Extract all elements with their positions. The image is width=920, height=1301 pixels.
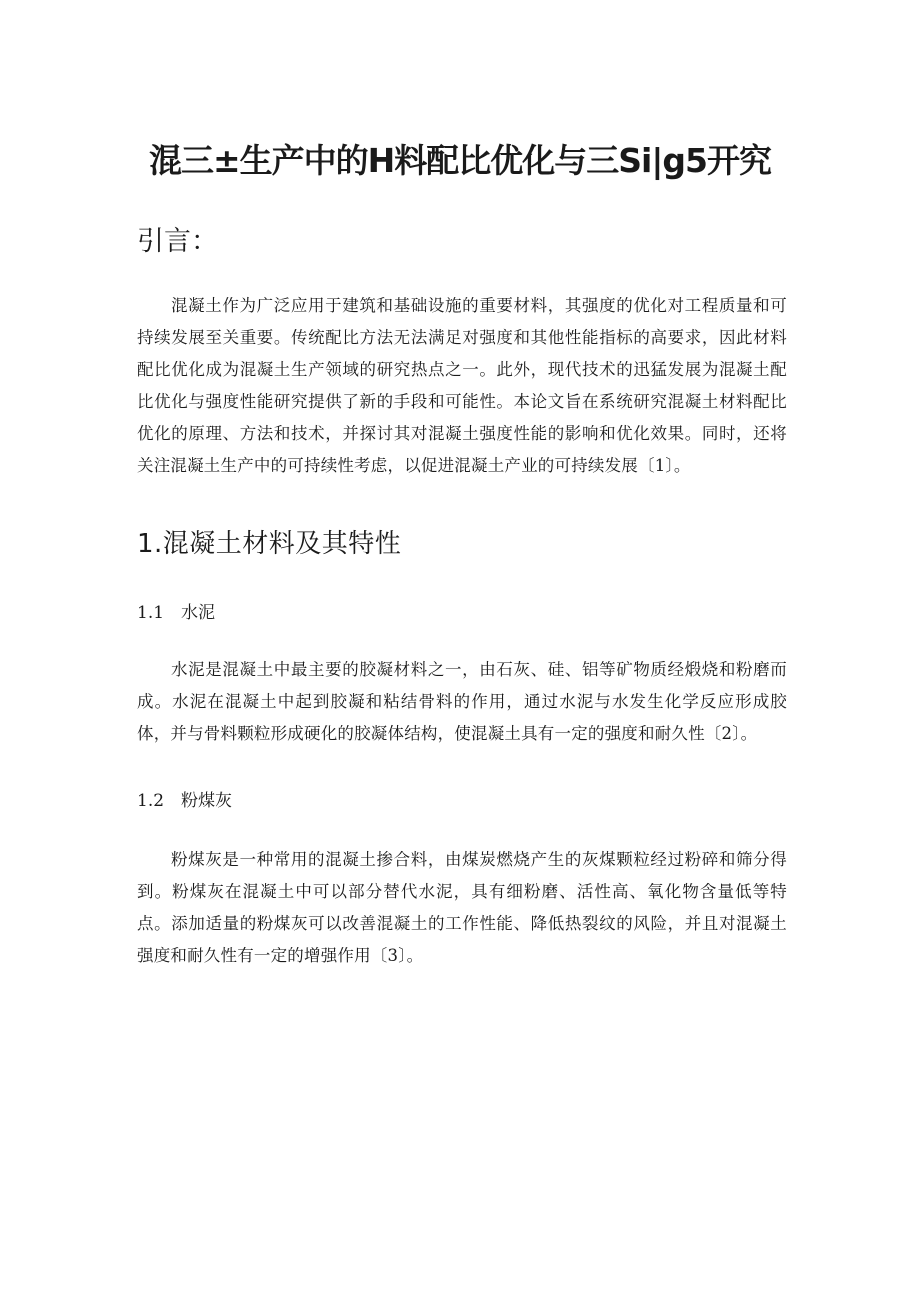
subsection-1-1-paragraph: 水泥是混凝土中最主要的胶凝材料之一，由石灰、硅、铝等矿物质经煅烧和粉磨而成。水泥在混凝土中起到胶凝和粘结骨料的作用，通过水泥与水发生化学反应形成胶体，并与骨料颗粒形成硬化的胶凝体结构，使混凝土具有一定的强度和耐久性〔2〕。 (137, 660, 787, 743)
intro-paragraph: 混凝土作为广泛应用于建筑和基础设施的重要材料，其强度的优化对工程质量和可持续发展至关重要。传统配比方法无法满足对强度和其他性能指标的高要求，因此材料配比优化成为混凝土生产领域的研究热点之一。此外，现代技术的迅猛发展为混凝土配比优化与强度性能研究提供了新的手段和可能性。本论文旨在系统研究混凝土材料配比优化的原理、方法和技术，并探讨其对混凝土强度性能的影响和优化效果。同时，还将关注混凝土生产中的可持续性考虑，以促进混凝土产业的可持续发展〔1〕。 (137, 296, 787, 475)
section-1-heading: 1.混凝土材料及其特性 (137, 529, 402, 559)
intro-heading: 引言： (137, 226, 218, 257)
subsection-1-1-number: 1.1 (137, 603, 165, 623)
subsection-1-2-number: 1.2 (137, 791, 165, 811)
subsection-1-2-paragraph: 粉煤灰是一种常用的混凝土掺合料，由煤炭燃烧产生的灰煤颗粒经过粉碎和筛分得到。粉煤灰在混凝土中可以部分替代水泥，具有细粉磨、活性高、氧化物含量低等特点。添加适量的粉煤灰可以改善混凝土的工作性能、降低热裂纹的风险，并且对混凝土强度和耐久性有一定的增强作用〔3〕。 (137, 850, 787, 965)
document-title: 混三±生产中的H料配比优化与三Si|g5开究 (149, 141, 771, 180)
subsection-1-1-title: 水泥 (181, 603, 215, 623)
subsection-1-2-heading (137, 787, 232, 815)
subsection-1-1-heading (137, 599, 215, 627)
subsection-1-2-title: 粉煤灰 (181, 791, 232, 811)
